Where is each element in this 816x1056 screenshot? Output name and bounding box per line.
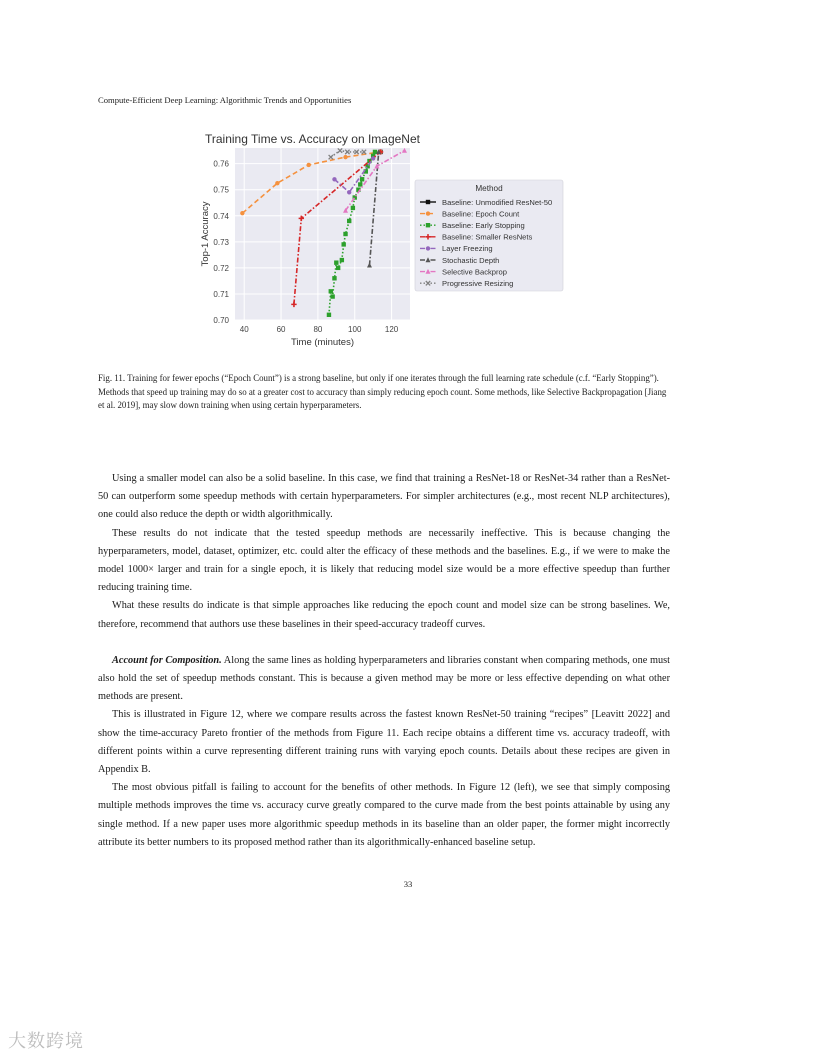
legend-entry: Stochastic Depth [442,255,500,265]
paragraph-3 [98,597,670,633]
data-point [347,190,351,194]
legend-title: Method [475,184,503,193]
y-tick-label: 0.70 [213,316,229,325]
paragraph-2-text: These results do not indicate that the tested speedup methods are necessarily ineffective. This is because changing the hyperparameters, model, dataset, optimizer, etc. could alter the efficacy of these methods and the baselines. E.g., if we were to make the model 1000× larger and train for a single epoch, it is likely that reducing model size would be a more effective speedup than further reducing training time. [98,527,670,594]
y-tick-label: 0.71 [213,289,229,299]
chart-legend [415,180,563,291]
data-point [351,206,355,210]
x-tick-label: 60 [276,325,286,334]
legend-entry: Baseline: Early Stopping [442,221,525,230]
legend-entry: Baseline: Epoch Count [442,209,520,219]
running-head: Compute-Efficient Deep Learning: Algorithmic Trends and Opportunities [98,95,352,105]
paragraph-heading: Account for Composition. [112,654,222,666]
data-point [330,294,334,298]
y-tick-label: 0.73 [213,237,229,247]
data-point [329,289,333,293]
y-tick-label: 0.72 [213,263,229,273]
legend-entry: Selective Backprop [442,267,508,277]
x-tick-label: 40 [239,325,249,334]
watermark-logo [8,1027,84,1053]
y-tick-label: 0.75 [213,185,229,195]
legend-swatch-marker [426,246,430,250]
paragraph-3-text: What these results do indicate is that simple approaches like reducing the epoch count and model size can be strong baselines. We, therefore, recommend that authors use these baselines in their speed-accuracy tradeoff curves. [98,600,670,630]
data-point [327,313,331,317]
data-point [334,260,338,264]
paragraph-1-text: Using a smaller model can also be a solid baseline. In this case, we find that training a ResNet-18 or ResNet-34 rather than a ResNet-50 can outperform some speedup methods with certain hyperparameters. For simpler architectures (e.g., most recent NLP architectures), one could also reduce the depth or width algorithmically. [98,473,670,521]
data-point [371,156,375,160]
y-tick-label: 0.76 [213,159,229,169]
figure-caption: Fig. 11. Training for fewer epochs (“Epoch Count”) is a strong baseline, but only if one iterates through the full learning rate schedule (c.f. “Early Stopping”). Methods that speed up training may do so at a greater cost to accuracy than simply reducing epoch count. Some methods, like Selective Backpropagation [Jiang et al. 2019], may slow down training when using certain hyperparameters. [98,373,667,410]
legend-swatch-marker [426,211,430,215]
y-axis-label: Top-1 Accuracy [200,201,211,267]
body-text [98,470,670,852]
data-point [336,266,340,270]
data-point [360,177,364,181]
data-point [341,242,345,246]
page-number: 33 [403,879,413,889]
watermark-text: 大数跨境 [8,1031,84,1052]
paragraph-2 [98,525,670,598]
legend-entry: Baseline: Smaller ResNets [442,232,533,242]
legend-swatch-marker [426,200,430,204]
data-point [332,276,336,280]
x-axis-label: Time (minutes) [291,337,354,348]
paragraph-6 [98,779,670,852]
data-point [240,211,244,215]
paragraph-5-text: This is illustrated in Figure 12, where we compare results across the fastest known ResNet-50 training “recipes” [Leavitt 2022] and show the time-accuracy Pareto frontier of the methods from Figure 11. Each recipe obtains a different time vs. accuracy tradeoff, with different points within a curve representing different training runs with varying epoch counts. Details about these recipes are given in Appendix B. [98,709,670,776]
data-point [343,155,347,159]
data-point [343,232,347,236]
figure-11-chart [190,128,580,353]
data-point [332,177,336,181]
x-tick-label: 100 [348,325,362,334]
data-point [306,163,310,167]
data-point [347,219,351,223]
paragraph-1 [98,470,670,525]
paragraph-4-text: Along the same lines as holding hyperparameters and libraries constant when comparing methods, one must also hold the set of speedup methods constant. This is because a given method may be more or less effective depending on what other methods are present. [98,654,670,703]
data-point [340,258,344,262]
x-tick-label: 80 [313,325,323,334]
legend-entry: Baseline: Unmodified ResNet-50 [442,197,553,207]
data-point [358,182,362,186]
paragraph-4 [98,652,670,707]
y-tick-label: 0.74 [213,211,229,221]
data-point [275,181,279,185]
x-tick-label: 120 [384,325,399,334]
paragraph-5 [98,706,670,779]
paragraph-6-text: The most obvious pitfall is failing to account for the benefits of other methods. In Figure 12 (left), we see that simply composing multiple methods improves the time vs. accuracy curve greatly compared to the curve made from the best points attainable by using any single method. If a new paper uses more algorithmic speedup methods in its baseline than an older paper, the former might incorrectly attribute its better numbers to its proposed method rather than its algorithmically-enhanced baseline setup. [98,782,670,848]
chart-title: Training Time vs. Accuracy on ImageNet [205,132,420,146]
legend-swatch-marker [426,223,430,227]
legend-entry: Progressive Resizing [442,279,514,288]
legend-entry: Layer Freezing [442,244,493,254]
